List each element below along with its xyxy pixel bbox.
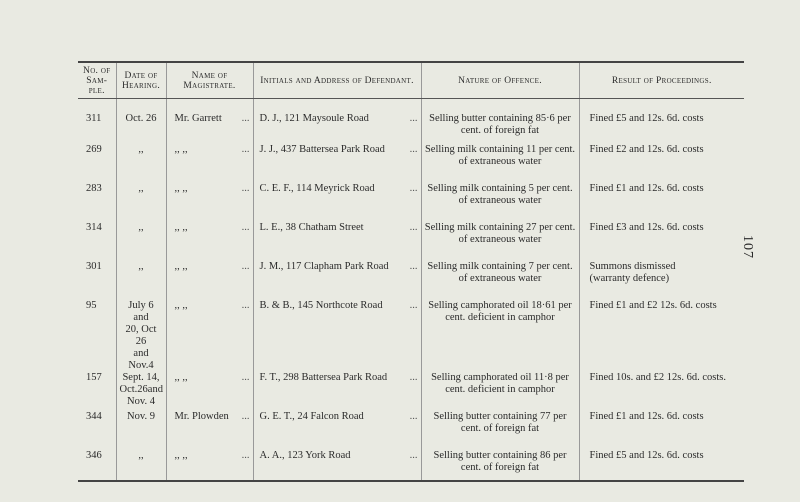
prosecutions-table: [78, 61, 744, 482]
cell-magistrate-text: ,, ,,: [174, 261, 188, 272]
leader-dots: ...: [409, 411, 418, 422]
cell-sample-number: 283: [86, 183, 102, 194]
header-defendant: Initials and Address of Defendant.: [253, 62, 421, 99]
cell-offence: Selling butter containing 86 per cent. of foreign fat: [421, 450, 579, 481]
cell-magistrate-text: ,, ,,: [174, 183, 188, 194]
cell-defendant: [253, 261, 421, 300]
cell-result: Fined £1 and 12s. 6d. costs: [579, 183, 744, 222]
cell-defendant-text: A. A., 123 York Road: [259, 450, 351, 461]
cell-magistrate: [166, 144, 253, 183]
cell-magistrate: [166, 300, 253, 372]
cell-sample-number: 301: [86, 261, 102, 272]
cell-defendant: [253, 144, 421, 183]
header-offence: Nature of Offence.: [421, 62, 579, 99]
leader-dots: ...: [409, 183, 418, 194]
cell-magistrate-text: Mr. Plowden: [174, 411, 229, 422]
cell-defendant: [253, 411, 421, 450]
cell-defendant-text: B. & B., 145 Northcote Road: [259, 300, 383, 311]
cell-magistrate: [166, 222, 253, 261]
cell-defendant-text: D. J., 121 Maysoule Road: [259, 113, 369, 124]
leader-dots: ...: [241, 113, 250, 124]
table-row: [78, 183, 744, 222]
leader-dots: ...: [409, 113, 418, 124]
cell-magistrate-text: ,, ,,: [174, 450, 188, 461]
cell-offence: Selling milk containing 5 per cent. of extraneous water: [421, 183, 579, 222]
table-row: [78, 261, 744, 300]
cell-offence: Selling milk containing 27 per cent. of extraneous water: [421, 222, 579, 261]
leader-dots: ...: [409, 222, 418, 233]
leader-dots: ...: [241, 222, 250, 233]
leader-dots: ...: [409, 144, 418, 155]
cell-result: Fined £5 and 12s. 6d. costs: [579, 450, 744, 481]
table-header-row: [78, 62, 744, 99]
cell-magistrate: [166, 183, 253, 222]
cell-sample-number: 344: [86, 411, 102, 422]
cell-offence: Selling camphorated oil 18·61 per cent. deficient in camphor: [421, 300, 579, 372]
cell-offence: Selling butter containing 85·6 per cent. of foreign fat: [421, 99, 579, 145]
leader-dots: ...: [241, 450, 250, 461]
cell-magistrate: [166, 411, 253, 450]
leader-dots: ...: [241, 300, 250, 311]
cell-date-of-hearing: ,,: [116, 183, 166, 222]
cell-defendant: [253, 450, 421, 481]
leader-dots: ...: [241, 183, 250, 194]
leader-dots: ...: [241, 261, 250, 272]
leader-dots: ...: [409, 450, 418, 461]
leader-dots: ...: [241, 144, 250, 155]
table-row: [78, 99, 744, 145]
cell-sample-number: 311: [86, 113, 102, 124]
table-row: [78, 222, 744, 261]
cell-result: Fined £1 and £2 12s. 6d. costs: [579, 300, 744, 372]
table-row: [78, 144, 744, 183]
cell-magistrate-text: ,, ,,: [174, 372, 188, 383]
cell-sample-number: 346: [78, 450, 116, 481]
cell-date-of-hearing: ,,: [116, 261, 166, 300]
cell-date-of-hearing: ,,: [116, 222, 166, 261]
cell-sample-number: 314: [86, 222, 102, 233]
cell-result: Fined £3 and 12s. 6d. costs: [579, 222, 744, 261]
header-date-of-hearing: Date of Hearing.: [116, 62, 166, 99]
cell-magistrate-text: ,, ,,: [174, 144, 188, 155]
leader-dots: ...: [241, 372, 250, 383]
cell-defendant-text: J. M., 117 Clapham Park Road: [259, 261, 389, 272]
leader-dots: ...: [409, 300, 418, 311]
cell-result: Fined £5 and 12s. 6d. costs: [579, 99, 744, 145]
cell-sample-number: 157: [86, 372, 102, 383]
cell-magistrate: [166, 450, 253, 481]
cell-magistrate: [166, 99, 253, 145]
cell-defendant-text: G. E. T., 24 Falcon Road: [259, 411, 364, 422]
cell-date-of-hearing: July 6 and 20, Oct 26 and Nov.4: [116, 300, 166, 372]
cell-date-of-hearing: Sept. 14, Oct.26and Nov. 4: [116, 372, 166, 411]
table-row: [78, 450, 744, 481]
header-result: Result of Proceedings.: [579, 62, 744, 99]
cell-date-of-hearing: Nov. 9: [116, 411, 166, 450]
cell-magistrate: [166, 372, 253, 411]
cell-defendant: [253, 222, 421, 261]
table-row: [78, 411, 744, 450]
cell-defendant-text: L. E., 38 Chatham Street: [259, 222, 364, 233]
cell-magistrate-text: Mr. Garrett: [174, 113, 222, 124]
table-row: [78, 300, 744, 372]
leader-dots: ...: [409, 372, 418, 383]
cell-defendant-text: F. T., 298 Battersea Park Road: [259, 372, 388, 383]
cell-defendant: [253, 183, 421, 222]
cell-date-of-hearing: ,,: [116, 450, 166, 481]
cell-result: Fined £1 and 12s. 6d. costs: [579, 411, 744, 450]
cell-sample-number: 95: [86, 300, 97, 311]
cell-defendant: [253, 300, 421, 372]
cell-magistrate: [166, 261, 253, 300]
cell-defendant-text: C. E. F., 114 Meyrick Road: [259, 183, 375, 194]
cell-offence: Selling butter containing 77 per cent. of foreign fat: [421, 411, 579, 450]
table-row: [78, 372, 744, 411]
cell-magistrate-text: ,, ,,: [174, 222, 188, 233]
page-number: 107: [740, 235, 755, 259]
leader-dots: ...: [409, 261, 418, 272]
cell-offence: Selling camphorated oil 11·8 per cent. deficient in camphor: [421, 372, 579, 411]
cell-offence: Selling milk containing 11 per cent. of extraneous water: [421, 144, 579, 183]
cell-result: Fined £2 and 12s. 6d. costs: [579, 144, 744, 183]
cell-defendant: [253, 99, 421, 145]
cell-result: Summons dismissed (warranty defence): [579, 261, 744, 300]
cell-defendant-text: J. J., 437 Battersea Park Road: [259, 144, 385, 155]
cell-defendant: [253, 372, 421, 411]
leader-dots: ...: [241, 411, 250, 422]
cell-offence: Selling milk containing 7 per cent. of extraneous water: [421, 261, 579, 300]
cell-result: Fined 10s. and £2 12s. 6d. costs.: [579, 372, 744, 411]
table-body: [78, 99, 744, 482]
cell-date-of-hearing: Oct. 26: [116, 99, 166, 145]
cell-date-of-hearing: ,,: [116, 144, 166, 183]
header-magistrate: Name of Magistrate.: [166, 62, 253, 99]
cell-magistrate-text: ,, ,,: [174, 300, 188, 311]
cell-sample-number: 269: [86, 144, 102, 155]
header-sample-number: No. of Sam-ple.: [78, 62, 116, 99]
